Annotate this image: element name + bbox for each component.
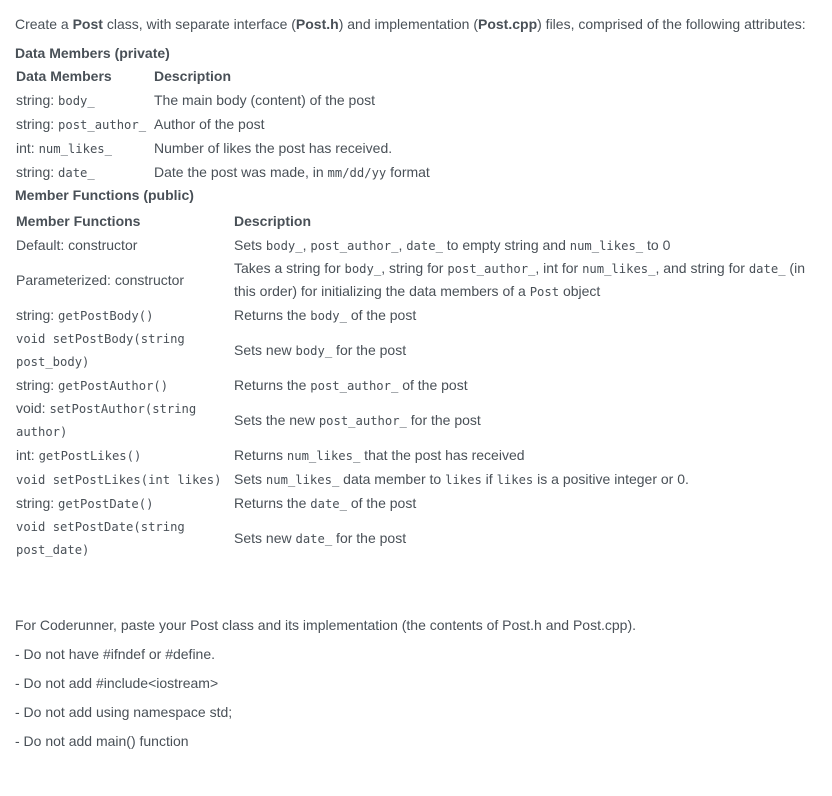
description-cell: Returns num_likes_ that the post has received [234, 446, 525, 463]
data-members-heading: Data Members (private) [15, 45, 170, 61]
table-row [15, 467, 817, 491]
description-cell: Sets body_, post_author_, date_ to empty string and num_likes_ to 0 [234, 236, 671, 253]
spacer [15, 561, 817, 614]
table-row [15, 373, 817, 397]
table-row [15, 88, 431, 112]
table-row [15, 515, 817, 561]
column-header: Description [234, 213, 312, 229]
member-cell: int: num_likes_ [16, 139, 112, 156]
intro-class-name: Post [72, 16, 103, 32]
instruction-line: - Do not have #ifndef or #define. [15, 646, 216, 662]
intro-paragraph [15, 13, 817, 35]
intro-impl-file: Post.cpp [478, 16, 538, 32]
table-header-row [15, 64, 431, 88]
member-cell: string: date_ [16, 163, 95, 180]
data-members-table [15, 64, 431, 184]
table-row [15, 160, 431, 184]
intro-text: ) files, comprised of the following attributes: [537, 16, 806, 32]
description-cell: Author of the post [154, 116, 265, 132]
function-cell: void setPostLikes(int likes) [16, 472, 222, 487]
member-functions-heading: Member Functions (public) [15, 187, 194, 203]
table-row [15, 327, 817, 373]
instruction-line: For Coderunner, paste your Post class and its implementation (the contents of Post.h and Post.cpp). [15, 617, 636, 633]
member-cell: string: post_author_ [16, 115, 147, 132]
description-cell: Sets new date_ for the post [234, 529, 407, 546]
function-cell: Parameterized: constructor [16, 272, 185, 288]
table-row [15, 233, 817, 257]
table-row [15, 491, 817, 515]
description-cell: Sets num_likes_ data member to likes if likes is a positive integer or 0. [234, 470, 689, 487]
table-row [15, 257, 817, 303]
description-cell: Returns the date_ of the post [234, 494, 417, 511]
intro-text: Create a [15, 16, 73, 32]
function-cell: string: getPostDate() [16, 494, 154, 511]
intro-text: ) and implementation ( [338, 16, 478, 32]
table-row [15, 443, 817, 467]
function-cell: Default: constructor [16, 237, 138, 253]
instruction-line: - Do not add using namespace std; [15, 704, 233, 720]
column-header: Description [154, 68, 232, 84]
table-row [15, 112, 431, 136]
intro-text: class, with separate interface ( [102, 16, 296, 32]
table-header-row [15, 209, 817, 233]
description-cell: The main body (content) of the post [154, 92, 376, 108]
description-cell: Sets the new post_author_ for the post [234, 411, 481, 428]
description-cell: Returns the body_ of the post [234, 306, 417, 323]
description-cell: Takes a string for body_, string for post_author_, int for num_likes_, and string for date_ (in this order) for initializing the data members of a Post object [234, 260, 805, 299]
function-cell: string: getPostAuthor() [16, 376, 169, 393]
column-header: Member Functions [16, 213, 141, 229]
table-row [15, 397, 817, 443]
intro-header-file: Post.h [295, 16, 339, 32]
description-cell: Number of likes the post has received. [154, 140, 393, 156]
function-cell: void setPostDate(string post_date) [16, 520, 185, 557]
function-cell: string: getPostBody() [16, 306, 154, 323]
member-cell: string: body_ [16, 91, 95, 108]
function-cell: void: setPostAuthor(string author) [16, 400, 197, 439]
table-row [15, 303, 817, 327]
description-cell: Sets new body_ for the post [234, 341, 407, 358]
column-header: Data Members [16, 68, 112, 84]
member-functions-table [15, 209, 817, 561]
function-cell: void setPostBody(string post_body) [16, 332, 185, 369]
description-cell: Date the post was made, in mm/dd/yy format [154, 163, 430, 180]
coderunner-instructions [15, 614, 817, 752]
instruction-line: - Do not add main() function [15, 733, 189, 749]
table-row [15, 136, 431, 160]
instruction-line: - Do not add #include<iostream> [15, 675, 219, 691]
description-cell: Returns the post_author_ of the post [234, 376, 468, 393]
function-cell: int: getPostLikes() [16, 446, 142, 463]
